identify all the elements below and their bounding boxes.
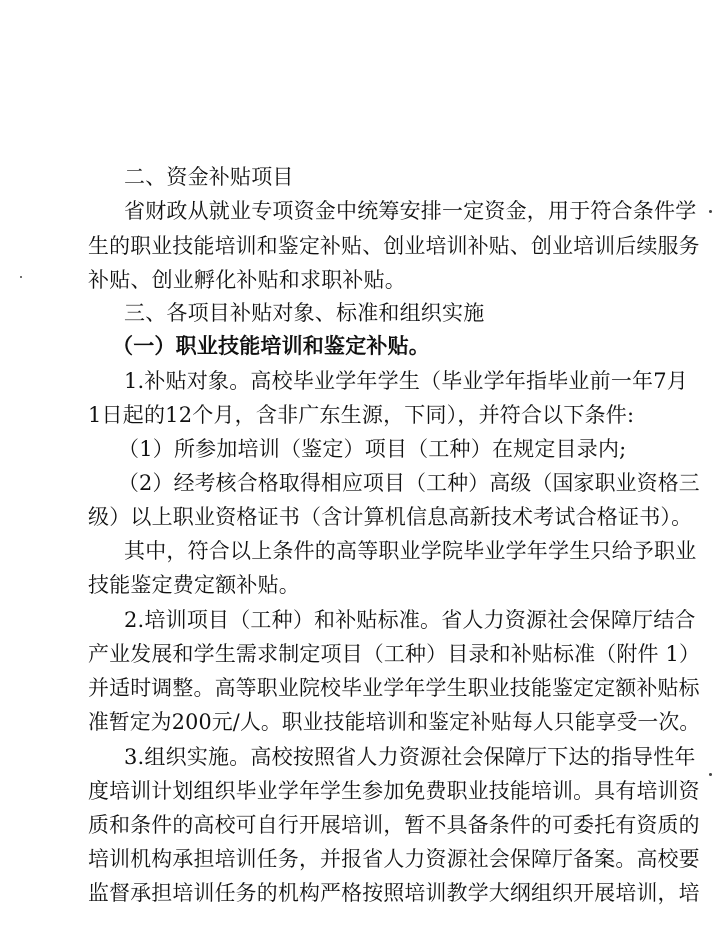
scan-speck: [709, 210, 712, 213]
paragraph-line: 1.补贴对象。高校毕业学年学生（毕业学年指毕业前一年7月: [124, 369, 688, 393]
paragraph-line: 技能鉴定费定额补贴。: [88, 573, 300, 597]
paragraph-line: 监督承担培训任务的机构严格按照培训教学大纲组织开展培训，培: [88, 881, 700, 905]
paragraph-line: 3.组织实施。高校按照省人力资源社会保障厅下达的指导性年: [124, 745, 696, 769]
section-heading-3: 三、各项目补贴对象、标准和组织实施: [124, 301, 485, 325]
paragraph-line: 生的职业技能培训和鉴定补贴、创业培训补贴、创业培训后续服务: [88, 234, 700, 258]
paragraph-line: （1）所参加培训（鉴定）项目（工种）在规定目录内;: [118, 437, 627, 461]
scan-speck: [20, 276, 22, 278]
paragraph-line: 产业发展和学生需求制定项目（工种）目录和补贴标准（附件 1）: [88, 642, 701, 666]
paragraph-line: 补贴、创业孵化补贴和求职补贴。: [88, 268, 406, 292]
subsection-heading-1: （一）职业技能培训和鉴定补贴。: [112, 333, 430, 358]
paragraph-line: 度培训计划组织毕业学年学生参加免费职业技能培训。具有培训资: [88, 779, 700, 803]
paragraph-line: 并适时调整。高等职业院校毕业学年学生职业技能鉴定定额补贴标: [88, 676, 700, 700]
paragraph-line: 省财政从就业专项资金中统筹安排一定资金，用于符合条件学: [124, 199, 697, 223]
paragraph-line: 质和条件的高校可自行开展培训，暂不具备条件的可委托有资质的: [88, 813, 700, 837]
paragraph-line: 其中，符合以上条件的高等职业学院毕业学年学生只给予职业: [124, 539, 697, 563]
paragraph-line: 级）以上职业资格证书（含计算机信息高新技术考试合格证书）。: [88, 505, 693, 529]
paragraph-line: 准暂定为200元/人。职业技能培训和鉴定补贴每人只能享受一次。: [88, 710, 701, 734]
paragraph-line: 1日起的12个月，含非广东生源，下同），并符合以下条件:: [88, 403, 635, 427]
paragraph-line: 2.培训项目（工种）和补贴标准。省人力资源社会保障厅结合: [124, 608, 696, 632]
scan-speck: [709, 773, 712, 776]
section-heading-2: 二、资金补贴项目: [124, 165, 294, 189]
paragraph-line: 培训机构承担培训任务，并报省人力资源社会保障厅备案。高校要: [88, 847, 700, 871]
paragraph-line: （2）经考核合格取得相应项目（工种）高级（国家职业资格三: [118, 471, 700, 495]
